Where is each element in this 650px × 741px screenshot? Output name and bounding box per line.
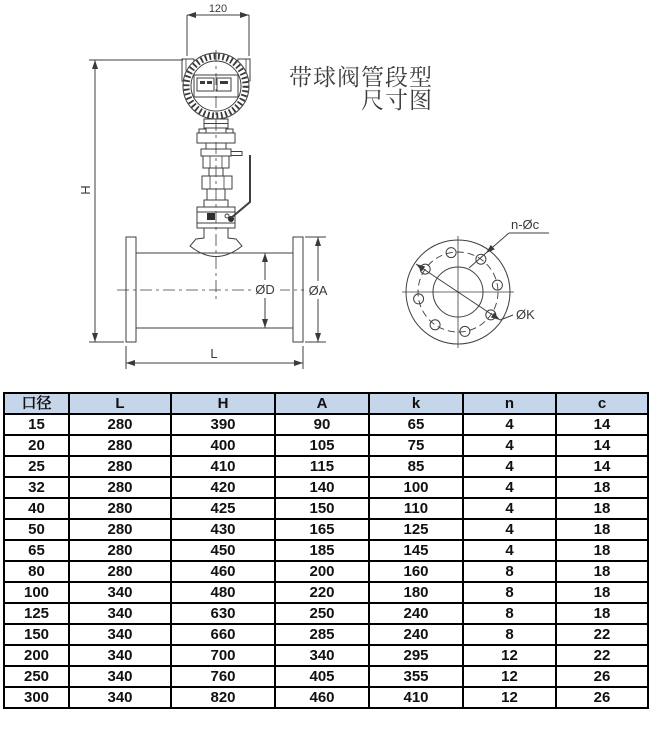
cell-口径: 125 — [4, 603, 69, 624]
col-header-k: k — [369, 393, 463, 414]
cell-H: 410 — [171, 456, 275, 477]
cell-H: 480 — [171, 582, 275, 603]
cell-H: 430 — [171, 519, 275, 540]
table-row — [4, 645, 648, 666]
dim-label-H: H — [78, 185, 93, 195]
col-header-diameter: 口径 — [4, 393, 69, 414]
cell-c: 14 — [556, 456, 648, 477]
dimension-top-width — [187, 3, 249, 56]
cell-c: 22 — [556, 624, 648, 645]
cell-c: 18 — [556, 477, 648, 498]
cell-口径: 80 — [4, 561, 69, 582]
cell-口径: 50 — [4, 519, 69, 540]
cell-口径: 15 — [4, 414, 69, 435]
cell-A: 200 — [275, 561, 369, 582]
cell-L: 340 — [69, 666, 171, 687]
cell-n: 4 — [463, 498, 556, 519]
cell-A: 220 — [275, 582, 369, 603]
cell-H: 660 — [171, 624, 275, 645]
cell-A: 405 — [275, 666, 369, 687]
cell-L: 280 — [69, 540, 171, 561]
cell-k: 295 — [369, 645, 463, 666]
table-row — [4, 435, 648, 456]
table-row — [4, 456, 648, 477]
dim-label-OA: ØA — [308, 283, 328, 298]
cell-c: 18 — [556, 540, 648, 561]
cell-L: 280 — [69, 561, 171, 582]
dimension-flange-diameter — [304, 237, 333, 342]
cell-k: 410 — [369, 687, 463, 708]
cell-n: 12 — [463, 645, 556, 666]
table-row — [4, 519, 648, 540]
dim-label-OD: ØD — [255, 282, 275, 297]
col-header-c: c — [556, 393, 648, 414]
table-row — [4, 687, 648, 708]
left-flange — [126, 237, 136, 342]
cell-k: 240 — [369, 624, 463, 645]
dimension-inner-diameter — [251, 253, 280, 328]
cell-A: 140 — [275, 477, 369, 498]
cell-k: 145 — [369, 540, 463, 561]
cell-n: 4 — [463, 456, 556, 477]
cell-k: 110 — [369, 498, 463, 519]
dim-label-120: 120 — [208, 3, 228, 15]
cell-n: 12 — [463, 687, 556, 708]
cell-k: 65 — [369, 414, 463, 435]
side-pin — [231, 152, 242, 156]
cell-H: 760 — [171, 666, 275, 687]
cell-A: 460 — [275, 687, 369, 708]
cell-H: 700 — [171, 645, 275, 666]
cell-A: 285 — [275, 624, 369, 645]
cell-口径: 100 — [4, 582, 69, 603]
drawing-title-line2: 尺寸图 — [361, 87, 433, 113]
cell-L: 340 — [69, 687, 171, 708]
cell-n: 4 — [463, 519, 556, 540]
cell-c: 14 — [556, 435, 648, 456]
cell-c: 18 — [556, 582, 648, 603]
cell-口径: 25 — [4, 456, 69, 477]
dim-label-L: L — [210, 346, 218, 361]
cell-n: 8 — [463, 561, 556, 582]
right-flange — [293, 237, 303, 342]
cell-n: 8 — [463, 624, 556, 645]
cell-H: 425 — [171, 498, 275, 519]
cell-A: 165 — [275, 519, 369, 540]
cell-口径: 32 — [4, 477, 69, 498]
cell-n: 4 — [463, 414, 556, 435]
drawing-title — [285, 66, 433, 112]
cell-A: 185 — [275, 540, 369, 561]
cell-口径: 150 — [4, 624, 69, 645]
cell-c: 18 — [556, 603, 648, 624]
table-row — [4, 498, 648, 519]
cell-L: 340 — [69, 603, 171, 624]
cell-k: 160 — [369, 561, 463, 582]
cell-k: 85 — [369, 456, 463, 477]
dimension-table-wrap — [3, 392, 647, 709]
dimension-table — [3, 392, 649, 709]
cell-L: 280 — [69, 498, 171, 519]
flange-face-view — [402, 217, 549, 348]
cell-c: 26 — [556, 666, 648, 687]
cell-A: 105 — [275, 435, 369, 456]
cell-L: 340 — [69, 645, 171, 666]
cell-口径: 300 — [4, 687, 69, 708]
cell-口径: 65 — [4, 540, 69, 561]
col-header-H: H — [171, 393, 275, 414]
cell-H: 390 — [171, 414, 275, 435]
cell-n: 4 — [463, 540, 556, 561]
cell-c: 18 — [556, 519, 648, 540]
cell-c: 18 — [556, 561, 648, 582]
cell-口径: 250 — [4, 666, 69, 687]
table-row — [4, 666, 648, 687]
cell-k: 180 — [369, 582, 463, 603]
dim-label-OK: ØK — [516, 307, 535, 322]
cell-L: 340 — [69, 624, 171, 645]
valve-stack — [190, 119, 250, 257]
cell-H: 450 — [171, 540, 275, 561]
cell-c: 18 — [556, 498, 648, 519]
cell-n: 8 — [463, 582, 556, 603]
cell-H: 400 — [171, 435, 275, 456]
cell-A: 115 — [275, 456, 369, 477]
table-row — [4, 477, 648, 498]
cell-A: 150 — [275, 498, 369, 519]
cell-口径: 20 — [4, 435, 69, 456]
flowmeter-transmitter-head — [182, 53, 250, 119]
table-row — [4, 540, 648, 561]
table-header-row — [4, 393, 648, 414]
cell-L: 280 — [69, 519, 171, 540]
table-row — [4, 414, 648, 435]
cell-L: 280 — [69, 456, 171, 477]
table-row — [4, 561, 648, 582]
cell-L: 280 — [69, 414, 171, 435]
dim-label-n-Oc: n-Øc — [511, 217, 540, 232]
cell-口径: 40 — [4, 498, 69, 519]
cell-c: 14 — [556, 414, 648, 435]
col-header-A: A — [275, 393, 369, 414]
cell-k: 355 — [369, 666, 463, 687]
cell-c: 26 — [556, 687, 648, 708]
cell-L: 280 — [69, 435, 171, 456]
cell-k: 75 — [369, 435, 463, 456]
cell-k: 240 — [369, 603, 463, 624]
table-row — [4, 582, 648, 603]
cell-H: 630 — [171, 603, 275, 624]
cell-n: 4 — [463, 477, 556, 498]
size-table-body — [4, 414, 648, 708]
cell-n: 4 — [463, 435, 556, 456]
cell-A: 90 — [275, 414, 369, 435]
cell-H: 460 — [171, 561, 275, 582]
cell-A: 340 — [275, 645, 369, 666]
table-row — [4, 624, 648, 645]
cell-L: 340 — [69, 582, 171, 603]
col-header-n: n — [463, 393, 556, 414]
cell-A: 250 — [275, 603, 369, 624]
table-row — [4, 603, 648, 624]
dimension-length — [126, 346, 303, 369]
hex-nut — [202, 176, 232, 189]
cell-k: 100 — [369, 477, 463, 498]
cell-k: 125 — [369, 519, 463, 540]
drawing-title-line1: 带球阀管段型 — [289, 64, 433, 90]
cell-H: 820 — [171, 687, 275, 708]
cell-n: 8 — [463, 603, 556, 624]
cell-H: 420 — [171, 477, 275, 498]
cell-口径: 200 — [4, 645, 69, 666]
col-header-L: L — [69, 393, 171, 414]
cell-n: 12 — [463, 666, 556, 687]
cell-L: 280 — [69, 477, 171, 498]
cell-c: 22 — [556, 645, 648, 666]
